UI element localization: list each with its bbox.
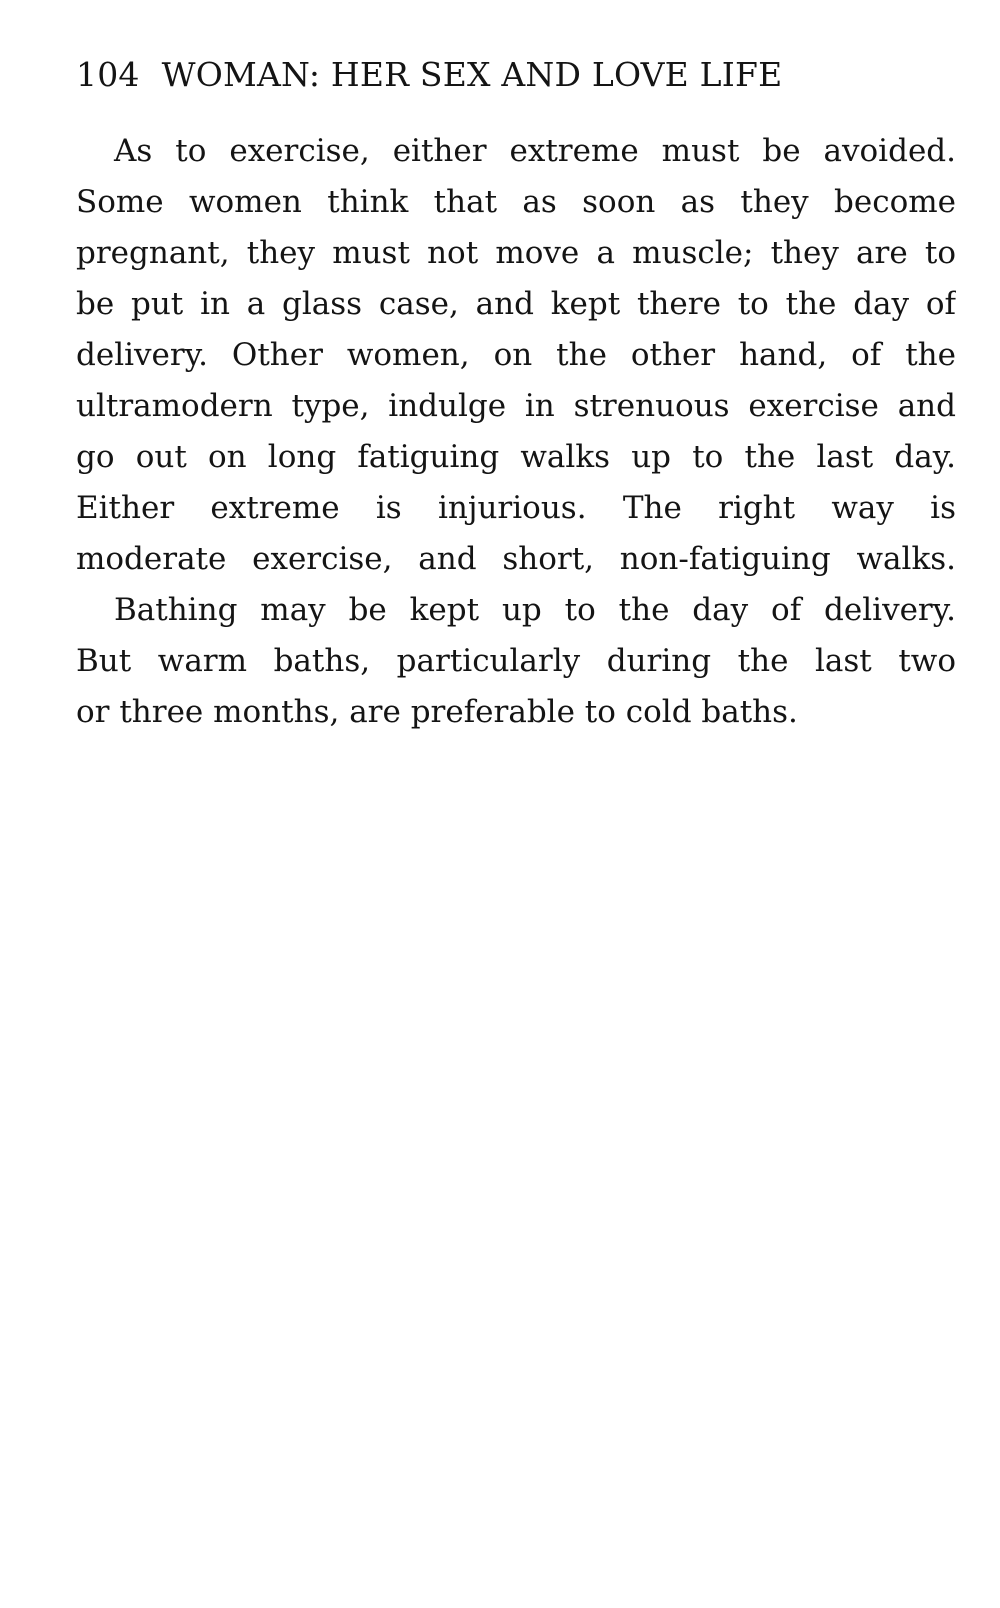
text-line: Either extreme is injurious. The right way is (76, 490, 956, 526)
running-title: WOMAN: HER SEX AND LOVE LIFE (161, 55, 783, 94)
text-line: As to exercise, either extreme must be avoided. (114, 133, 956, 169)
text-line: or three months, are preferable to cold baths. (76, 694, 798, 730)
paragraph-exercise (76, 126, 956, 585)
running-head (76, 52, 956, 98)
text-line: Some women think that as soon as they become (76, 184, 956, 220)
page-number: 104 (76, 55, 140, 94)
text-line: Bathing may be kept up to the day of delivery. (114, 592, 956, 628)
text-line: But warm baths, particularly during the last two (76, 643, 956, 679)
text-line: be put in a glass case, and kept there to the day of (76, 286, 956, 322)
text-line: ultramodern type, indulge in strenuous exercise and (76, 388, 956, 424)
text-line: pregnant, they must not move a muscle; they are to (76, 235, 956, 271)
text-line: moderate exercise, and short, non-fatiguing walks. (76, 541, 956, 577)
text-line: delivery. Other women, on the other hand, of the (76, 337, 956, 373)
body-text (76, 126, 956, 738)
text-line: go out on long fatiguing walks up to the last day. (76, 439, 956, 475)
paragraph-bathing (76, 585, 956, 738)
